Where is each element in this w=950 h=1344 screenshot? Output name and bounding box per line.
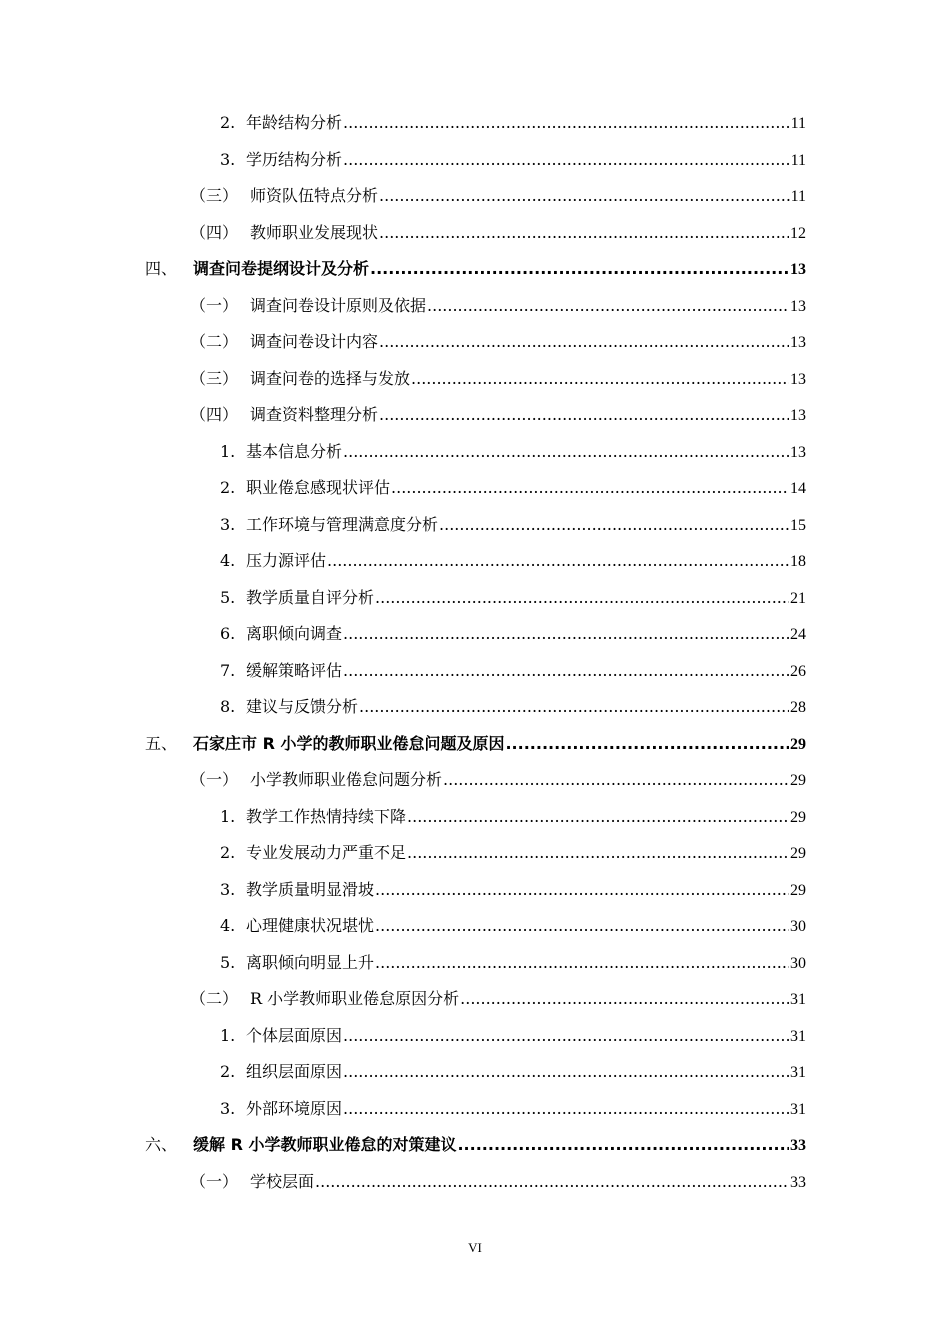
toc-entry-number: 2. bbox=[220, 843, 236, 862]
toc-leader-dots bbox=[379, 220, 789, 246]
toc-entry-page: 28 bbox=[790, 699, 806, 716]
toc-leader-dots bbox=[343, 658, 789, 684]
toc-leader-dots bbox=[443, 767, 789, 793]
toc-leader-dots bbox=[375, 585, 789, 611]
toc-leader-dots bbox=[370, 256, 789, 282]
toc-entry-number: 四、 bbox=[145, 259, 178, 278]
toc-leader-dots bbox=[359, 694, 789, 720]
toc-entry-title: 调查问卷提纲设计及分析 bbox=[193, 259, 370, 278]
toc-leader-dots bbox=[379, 329, 789, 355]
toc-entry-title: 组织层面原因 bbox=[246, 1062, 343, 1081]
toc-entry-number: （二） bbox=[190, 332, 239, 351]
toc-entry-number: （四） bbox=[190, 405, 239, 424]
toc-entry-page: 29 bbox=[790, 772, 806, 789]
toc-leader-dots bbox=[407, 840, 789, 866]
toc-entry-title: 教学质量明显滑坡 bbox=[246, 880, 375, 899]
toc-entry-number: 2. bbox=[220, 478, 236, 497]
toc-entry-title: 教学工作热情持续下降 bbox=[246, 807, 407, 826]
toc-entry-number: 5. bbox=[220, 953, 236, 972]
toc-entry[interactable] bbox=[145, 731, 806, 757]
toc-leader-dots bbox=[457, 1132, 789, 1158]
toc-entry-number: 3. bbox=[220, 150, 236, 169]
toc-entry-page: 30 bbox=[790, 918, 806, 935]
toc-entry-title: 心理健康状况堪忧 bbox=[246, 916, 375, 935]
toc-entry[interactable] bbox=[220, 147, 806, 173]
toc-entry-page: 21 bbox=[790, 590, 806, 607]
toc-entry-title: 教师职业发展现状 bbox=[250, 223, 379, 242]
toc-entry-number: 8. bbox=[220, 697, 236, 716]
toc-entry-title: 年龄结构分析 bbox=[246, 113, 343, 132]
toc-leader-dots bbox=[439, 512, 789, 538]
toc-entry-number: 1. bbox=[220, 1026, 236, 1045]
toc-leader-dots bbox=[343, 147, 790, 173]
toc-entry-page: 29 bbox=[790, 845, 806, 862]
toc-leader-dots bbox=[375, 913, 789, 939]
toc-entry-page: 11 bbox=[790, 115, 806, 132]
toc-leader-dots bbox=[343, 621, 789, 647]
toc-leader-dots bbox=[343, 439, 789, 465]
toc-leader-dots bbox=[327, 548, 789, 574]
toc-entry-page: 33 bbox=[790, 1137, 806, 1154]
toc-entry[interactable] bbox=[190, 293, 806, 319]
toc-entry-page: 13 bbox=[790, 444, 806, 461]
toc-leader-dots bbox=[460, 986, 789, 1012]
toc-entry-page: 33 bbox=[790, 1174, 806, 1191]
toc-entry-number: 3. bbox=[220, 515, 236, 534]
toc-leader-dots bbox=[379, 402, 789, 428]
toc-leader-dots bbox=[391, 475, 789, 501]
toc-entry-title: 调查资料整理分析 bbox=[250, 405, 379, 424]
toc-entry[interactable] bbox=[190, 329, 806, 355]
toc-leader-dots bbox=[375, 950, 789, 976]
toc-entry-title: 建议与反馈分析 bbox=[246, 697, 359, 716]
toc-leader-dots bbox=[411, 366, 789, 392]
toc-entry-page: 14 bbox=[790, 480, 806, 497]
toc-entry-title: 缓解 R 小学教师职业倦怠的对策建议 bbox=[193, 1135, 457, 1154]
toc-entry-number: （二） bbox=[190, 989, 239, 1008]
toc-entry-page: 31 bbox=[790, 1101, 806, 1118]
toc-entry-number: （四） bbox=[190, 223, 239, 242]
toc-leader-dots bbox=[379, 183, 790, 209]
toc-entry-number: （一） bbox=[190, 770, 239, 789]
toc-entry[interactable] bbox=[220, 840, 806, 866]
toc-entry-number: 五、 bbox=[145, 734, 178, 753]
toc-entry-title: 调查问卷设计内容 bbox=[250, 332, 379, 351]
toc-leader-dots bbox=[315, 1169, 789, 1195]
toc-entry-page: 29 bbox=[790, 809, 806, 826]
toc-entry[interactable] bbox=[220, 694, 806, 720]
toc-entry[interactable] bbox=[220, 804, 806, 830]
toc-entry-page: 31 bbox=[790, 1028, 806, 1045]
toc-entry-number: 3. bbox=[220, 1099, 236, 1118]
toc-entry-page: 15 bbox=[790, 517, 806, 534]
toc-entry[interactable] bbox=[220, 512, 806, 538]
toc-entry-page: 13 bbox=[790, 298, 806, 315]
toc-entry[interactable] bbox=[190, 1169, 806, 1195]
toc-entry-page: 18 bbox=[790, 553, 806, 570]
toc-entry[interactable] bbox=[220, 1023, 806, 1049]
toc-entry-page: 11 bbox=[790, 152, 806, 169]
toc-entry-title: 学历结构分析 bbox=[246, 150, 343, 169]
toc-leader-dots bbox=[343, 1059, 789, 1085]
toc-leader-dots bbox=[343, 1096, 789, 1122]
toc-entry-number: 4. bbox=[220, 916, 236, 935]
toc-entry[interactable] bbox=[220, 110, 806, 136]
toc-entry-title: 石家庄市 R 小学的教师职业倦怠问题及原因 bbox=[193, 734, 505, 753]
toc-entry-page: 29 bbox=[790, 882, 806, 899]
toc-entry[interactable] bbox=[220, 439, 806, 465]
toc-entry-title: 缓解策略评估 bbox=[246, 661, 343, 680]
toc-entry[interactable] bbox=[145, 256, 806, 282]
toc-leader-dots bbox=[505, 731, 789, 757]
toc-entry[interactable] bbox=[220, 475, 806, 501]
toc-entry[interactable] bbox=[220, 658, 806, 684]
toc-entry[interactable] bbox=[220, 877, 806, 903]
toc-entry[interactable] bbox=[220, 621, 806, 647]
toc-entry-number: 7. bbox=[220, 661, 236, 680]
toc-entry-title: 专业发展动力严重不足 bbox=[246, 843, 407, 862]
toc-entry[interactable] bbox=[190, 220, 806, 246]
toc-leader-dots bbox=[343, 110, 790, 136]
toc-entry-title: 调查问卷的选择与发放 bbox=[250, 369, 411, 388]
toc-entry-number: 2. bbox=[220, 1062, 236, 1081]
toc-entry-title: 师资队伍特点分析 bbox=[250, 186, 379, 205]
toc-entry-page: 29 bbox=[790, 736, 806, 753]
toc-entry-page: 24 bbox=[790, 626, 806, 643]
toc-entry-title: 职业倦怠感现状评估 bbox=[246, 478, 391, 497]
toc-entry[interactable] bbox=[220, 548, 806, 574]
toc-entry[interactable] bbox=[220, 1059, 806, 1085]
toc-entry-title: 小学教师职业倦怠问题分析 bbox=[250, 770, 443, 789]
toc-entry-page: 13 bbox=[790, 371, 806, 388]
toc-entry-number: 1. bbox=[220, 442, 236, 461]
toc-entry-title: 个体层面原因 bbox=[246, 1026, 343, 1045]
toc-entry[interactable] bbox=[190, 402, 806, 428]
toc-entry-title: 教学质量自评分析 bbox=[246, 588, 375, 607]
toc-entry[interactable] bbox=[190, 366, 806, 392]
toc-entry-title: 工作环境与管理满意度分析 bbox=[246, 515, 439, 534]
toc-entry-number: 6. bbox=[220, 624, 236, 643]
toc-entry[interactable] bbox=[190, 767, 806, 793]
toc-entry[interactable] bbox=[220, 913, 806, 939]
toc-leader-dots bbox=[343, 1023, 789, 1049]
toc-entry-page: 13 bbox=[790, 261, 806, 278]
toc-entry-page: 30 bbox=[790, 955, 806, 972]
toc-entry-number: （三） bbox=[190, 186, 239, 205]
toc-entry-title: 学校层面 bbox=[250, 1172, 315, 1191]
toc-entry[interactable] bbox=[190, 183, 806, 209]
toc-entry-page: 13 bbox=[790, 334, 806, 351]
toc-entry-number: （一） bbox=[190, 1172, 239, 1191]
toc-entry-page: 31 bbox=[790, 991, 806, 1008]
toc-entry[interactable] bbox=[190, 986, 806, 1012]
toc-entry-number: 4. bbox=[220, 551, 236, 570]
toc-entry-page: 26 bbox=[790, 663, 806, 680]
toc-entry-number: （三） bbox=[190, 369, 239, 388]
toc-entry[interactable] bbox=[220, 585, 806, 611]
toc-entry-number: 3. bbox=[220, 880, 236, 899]
toc-entry-number: 2. bbox=[220, 113, 236, 132]
toc-entry-title: 离职倾向明显上升 bbox=[246, 953, 375, 972]
toc-entry-page: 11 bbox=[790, 188, 806, 205]
toc-entry-title: R 小学教师职业倦怠原因分析 bbox=[250, 989, 460, 1008]
toc-entry-number: 1. bbox=[220, 807, 236, 826]
toc-leader-dots bbox=[375, 877, 789, 903]
toc-leader-dots bbox=[427, 293, 789, 319]
toc-leader-dots bbox=[407, 804, 789, 830]
toc-entry-page: 13 bbox=[790, 407, 806, 424]
toc-entry[interactable] bbox=[220, 1096, 806, 1122]
toc-entry[interactable] bbox=[220, 950, 806, 976]
toc-entry-number: （一） bbox=[190, 296, 239, 315]
toc-entry-title: 离职倾向调查 bbox=[246, 624, 343, 643]
toc-entry-title: 压力源评估 bbox=[246, 551, 327, 570]
toc-entry-title: 基本信息分析 bbox=[246, 442, 343, 461]
toc-entry-page: 12 bbox=[790, 225, 806, 242]
toc-entry-number: 5. bbox=[220, 588, 236, 607]
toc-entry-number: 六、 bbox=[145, 1135, 178, 1154]
toc-entry[interactable] bbox=[145, 1132, 806, 1158]
toc-entry-page: 31 bbox=[790, 1064, 806, 1081]
toc-entry-title: 外部环境原因 bbox=[246, 1099, 343, 1118]
toc-entry-title: 调查问卷设计原则及依据 bbox=[250, 296, 427, 315]
page-number: VI bbox=[468, 1240, 482, 1255]
